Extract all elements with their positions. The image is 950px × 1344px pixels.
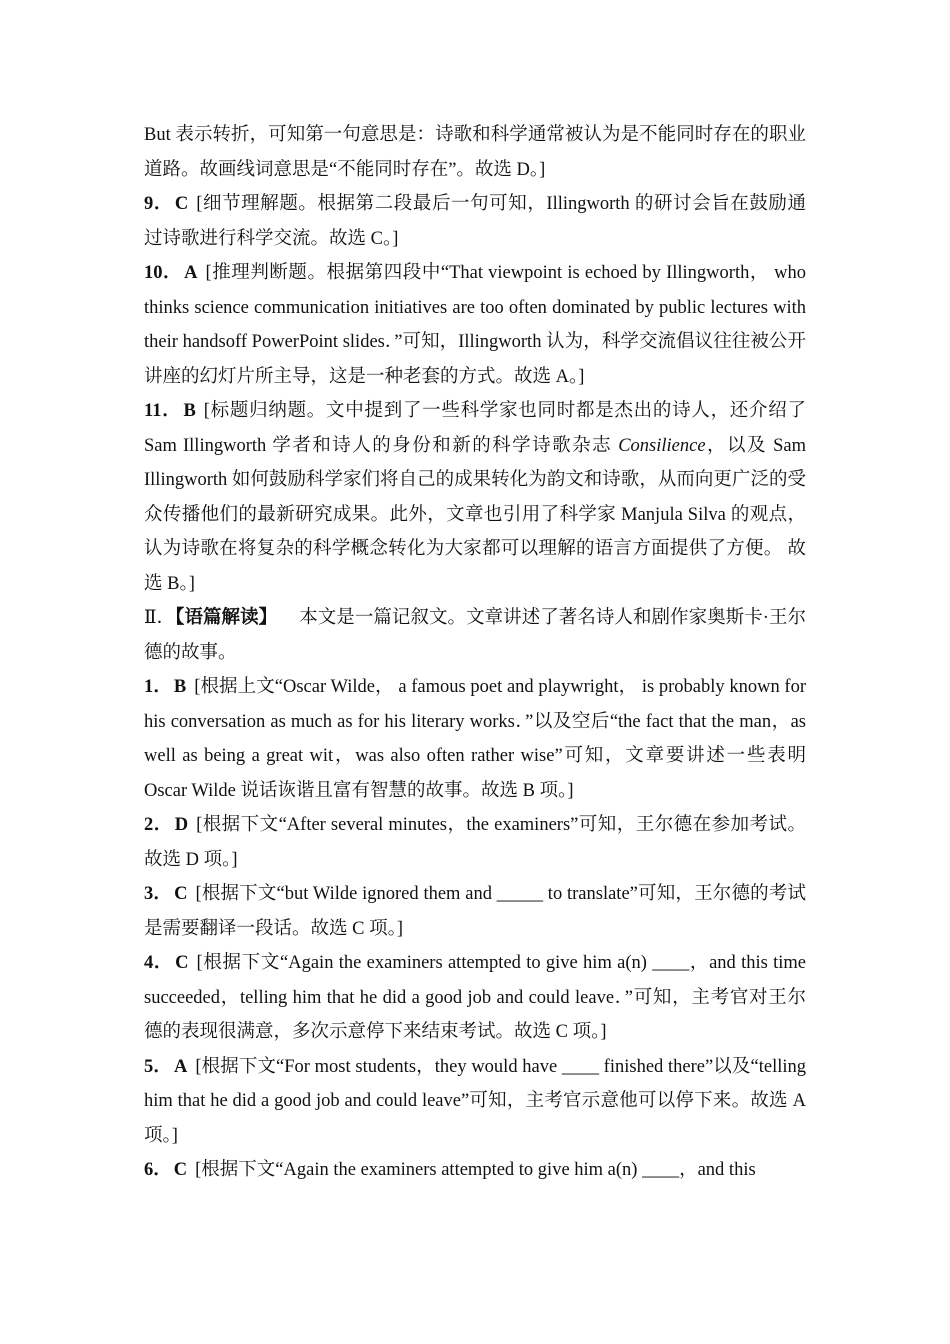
- section-summary: 本文是一篇记叙文。文章讲述了著名诗人和剧作家奥斯卡·王尔德的故事。: [144, 608, 806, 663]
- answer-letter: C: [174, 194, 189, 214]
- answer-item-10: [144, 256, 806, 394]
- explanation-text: [根据下文“For most students，they would have ____ finished there”以及“telling him that he did a good job and could leave”可知，主考官示意他可以停下来。故选 A 项。]: [144, 1056, 806, 1146]
- item-number: 2．: [144, 815, 173, 835]
- section-number: Ⅱ．: [144, 608, 176, 628]
- item-number: 5．: [144, 1056, 172, 1077]
- answer-item-9: [144, 187, 806, 256]
- answer-item-2: [144, 808, 806, 877]
- explanation-text: [根据下文“Again the examiners attempted to give him a(n) ____，and this: [195, 1160, 756, 1180]
- section-label: 【语篇解读】: [175, 608, 278, 628]
- section-heading-ii: [144, 601, 806, 670]
- answer-explanations: [144, 118, 806, 1188]
- explanation-text: ，以及 Sam Illingworth 如何鼓励科学家们将自己的成果转化为韵文和诗歌，从而向更广泛的受众传播他们的最新研究成果。此外，文章也引用了科学家 Manjula Silva 的观点，认为诗歌在将复杂的科学概念转化为大家都可以理解的语言方面提供了方便。 故选 B。]: [144, 435, 807, 594]
- explanation-text: [根据上文“Oscar Wilde， a famous poet and playwright， is probably known for his conversation as much as for his literary works．”以及空后“the fact that the man，as well as being a great wit，was also often rather wise”可知，文章要讲述一些表明 Oscar Wilde 说话诙谐且富有智慧的故事。故选 B 项。]: [144, 677, 806, 801]
- answer-letter: D: [174, 815, 189, 835]
- item-number: 1．: [144, 677, 172, 697]
- answer-letter: B: [183, 401, 196, 421]
- explanation-text: [根据下文“but Wilde ignored them and _____ to translate”可知，王尔德的考试是需要翻译一段话。故选 C 项。]: [144, 884, 806, 939]
- explanation-text: [标题归纳题。文中提到了一些科学家也同时都是杰出的诗人，还介绍了 Sam Illingworth 学者和诗人的身份和新的科学诗歌杂志: [144, 401, 806, 456]
- answer-letter: B: [173, 677, 187, 697]
- explanation-text: [根据下文“After several minutes，the examiners”可知，王尔德在参加考试。故选 D 项。]: [144, 815, 806, 870]
- item-number: 9．: [144, 194, 173, 214]
- explanation-text: [根据下文“Again the examiners attempted to give him a(n) ____，and this time succeeded，telling him that he did a good job and could leave．”可知，主考官对王尔德的表现很满意，多次示意停下来结束考试。故选 C 项。]: [144, 953, 806, 1042]
- answer-item-6: [144, 1153, 806, 1188]
- explanation-text: [细节理解题。根据第二段最后一句可知，Illingworth 的研讨会旨在鼓励通过诗歌进行科学交流。故选 C。]: [144, 194, 806, 249]
- answer-item-1: [144, 670, 806, 808]
- answer-item-5: [144, 1050, 806, 1154]
- item-number: 11．: [144, 401, 182, 421]
- paragraph-continuation: But 表示转折，可知第一句意思是：诗歌和科学通常被认为是不能同时存在的职业道路。故画线词意思是“不能同时存在”。故选 D。]: [144, 125, 806, 180]
- answer-letter: C: [173, 1160, 188, 1180]
- item-number: 4．: [144, 953, 174, 973]
- item-number: 10．: [144, 263, 183, 283]
- answer-item-11: [144, 394, 806, 601]
- answer-item-4: [144, 946, 806, 1050]
- answer-letter: C: [175, 953, 189, 973]
- answer-letter: C: [174, 884, 188, 904]
- journal-title: Consilience: [618, 435, 706, 456]
- item-number: 6．: [144, 1160, 172, 1180]
- item-number: 3．: [144, 884, 173, 904]
- answer-letter: A: [184, 263, 198, 283]
- explanation-text: [推理判断题。根据第四段中“That viewpoint is echoed by Illingworth， who thinks science communication initiatives are too often dominated by public lectures with their handsoff PowerPoint slides．”可知，Illingworth 认为，科学交流倡议往往被公开讲座的幻灯片所主导，这是一种老套的方式。故选 A。]: [144, 263, 806, 387]
- answer-item-3: [144, 877, 806, 946]
- answer-letter: A: [173, 1056, 188, 1077]
